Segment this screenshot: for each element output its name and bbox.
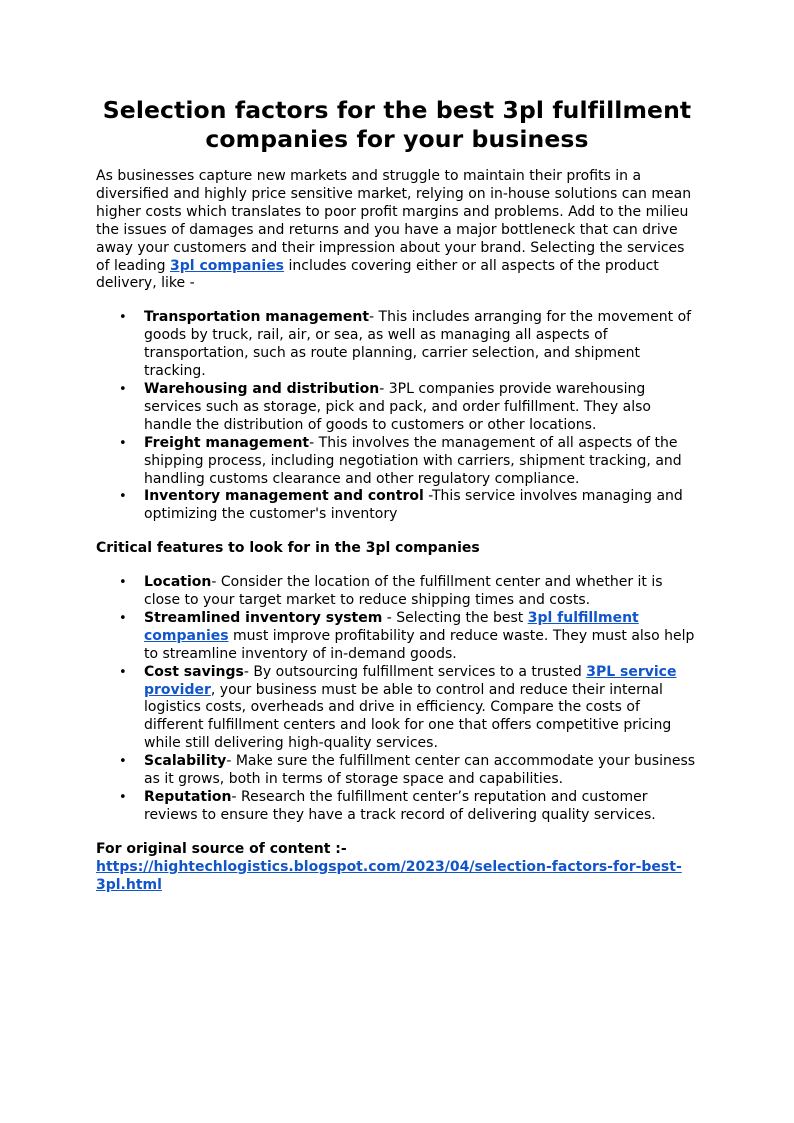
- source-block: [96, 841, 698, 895]
- item-term: Freight management: [144, 434, 310, 451]
- item-desc: -This service involves managing and optimizing the customer's inventory: [144, 488, 683, 523]
- list-item: [144, 664, 698, 754]
- item-desc: - 3PL companies provide warehousing services such as storage, pick and pack, and order fulfillment. They also handle the distribution of goods to customers or other locations.: [144, 380, 651, 433]
- list-item: [144, 309, 698, 381]
- item-desc: , your business must be able to control and reduce their internal logistics costs, overheads and drive in efficiency. Compare the costs of different fulfillment centers and look for one that offers competitive pricing while still delivering high-quality services.: [144, 681, 672, 752]
- services-list: [96, 309, 698, 524]
- item-desc: - Research the fulfillment center’s reputation and customer reviews to ensure they have a track record of delivering quality services.: [144, 789, 656, 823]
- item-desc: must improve profitability and reduce waste. They must also help to streamline inventory of in-demand goods.: [144, 627, 695, 662]
- item-desc: - This involves the management of all aspects of the shipping process, including negotiation with carriers, shipment tracking, and handling customs clearance and other regulatory compliance.: [144, 434, 682, 487]
- features-list: [96, 574, 698, 825]
- item-term: Transportation management: [144, 309, 370, 326]
- item-term: Scalability: [144, 753, 227, 770]
- source-label: For original source of content :-: [96, 840, 347, 857]
- item-term: Reputation: [144, 789, 232, 805]
- intro-text-start: As businesses capture new markets and struggle to maintain their profits in a diversified and highly price sensitive market, relying on in-house solutions can mean higher costs which translates to poor profit margins and problems. Add to the milieu the issues of damages and returns and you have a major bottleneck that can drive away your customers and their impression about your brand. Selecting the services of leading: [96, 168, 692, 274]
- list-item: [144, 789, 698, 825]
- item-desc: - Selecting the best: [382, 609, 528, 626]
- list-item: [144, 488, 698, 524]
- item-desc: - Consider the location of the fulfillment center and whether it is close to your target market to reduce shipping times and costs.: [144, 574, 663, 609]
- item-term: Location: [144, 574, 212, 591]
- item-term: Streamlined inventory system: [144, 609, 383, 626]
- list-item: [144, 381, 698, 435]
- source-link[interactable]: https://hightechlogistics.blogspot.com/2023/04/selection-factors-for-best-3pl.html: [96, 858, 682, 893]
- item-term: Inventory management and control: [144, 488, 424, 505]
- intro-text-end: includes covering either or all aspects of the product delivery, like -: [96, 257, 659, 292]
- item-term: Warehousing and distribution: [144, 380, 380, 397]
- link-3pl-companies[interactable]: 3pl companies: [170, 257, 285, 274]
- item-desc: - By outsourcing fulfillment services to a trusted: [243, 663, 587, 680]
- list-item: [144, 753, 698, 789]
- list-item: [144, 435, 698, 489]
- features-heading: Critical features to look for in the 3pl companies: [96, 540, 480, 557]
- item-term: Cost savings: [144, 663, 244, 680]
- item-desc: - Make sure the fulfillment center can accommodate your business as it grows, both in terms of storage space and capabilities.: [144, 753, 696, 788]
- document-page: [96, 96, 698, 895]
- link-3pl-fulfillment-companies[interactable]: 3pl fulfillment companies: [144, 609, 639, 644]
- item-desc: - This includes arranging for the movement of goods by truck, rail, air, or sea, as well as managing all aspects of transportation, such as route planning, carrier selection, and shipment tracking.: [144, 309, 692, 380]
- list-item: [144, 610, 698, 664]
- list-item: [144, 574, 698, 610]
- intro-paragraph: [96, 168, 698, 293]
- link-3pl-service-provider[interactable]: 3PL service provider: [144, 663, 677, 698]
- page-title: Selection factors for the best 3pl fulfillment companies for your business: [102, 96, 692, 153]
